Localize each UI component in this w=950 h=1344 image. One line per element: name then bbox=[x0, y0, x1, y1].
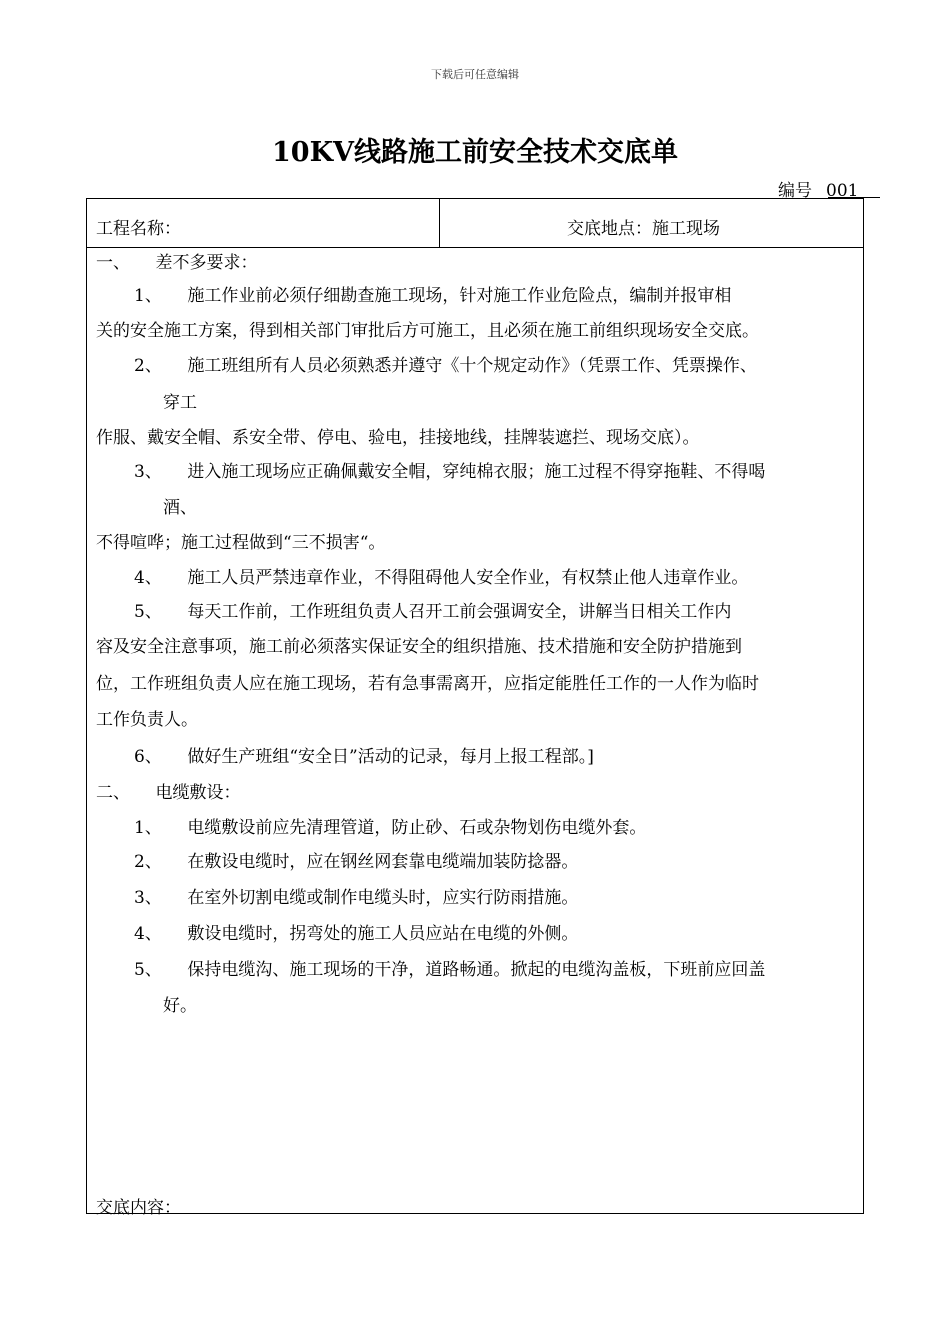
content-line: 4、 敷设电缆时，拐弯处的施工人员应站在电缆的外侧。 bbox=[134, 924, 579, 944]
briefing-table bbox=[86, 198, 864, 1218]
content-line: 6、 做好生产班组“安全日”活动的记录，每月上报工程部。] bbox=[134, 747, 594, 767]
content-line: 位，工作班组负责人应在施工现场，若有急事需离开，应指定能胜任工作的一人作为临时 bbox=[96, 674, 759, 694]
content-line: 好。 bbox=[163, 996, 197, 1016]
content-line: 关的安全施工方案，得到相关部门审批后方可施工，且必须在施工前组织现场安全交底。 bbox=[96, 321, 759, 341]
content-line: 不得喧哗；施工过程做到“三不损害“。 bbox=[96, 533, 386, 553]
content-line: 1、 施工作业前必须仔细勘查施工现场，针对施工作业危险点，编制并报审相 bbox=[134, 286, 732, 306]
content-line: 作服、戴安全帽、系安全带、停电、验电，挂接地线，挂牌装遮拦、现场交底）。 bbox=[96, 428, 700, 448]
briefing-content-label: 交底内容： bbox=[96, 1198, 181, 1218]
section-heading: 一、 差不多要求： bbox=[96, 253, 258, 273]
number-label: 编号 bbox=[778, 181, 812, 201]
content-line: 5、 保持电缆沟、施工现场的干净，道路畅通。掀起的电缆沟盖板，下班前应回盖 bbox=[134, 960, 766, 980]
content-line: 5、 每天工作前，工作班组负责人召开工前会强调安全，讲解当日相关工作内 bbox=[134, 602, 732, 622]
content-line: 3、 在室外切割电缆或制作电缆头时，应实行防雨措施。 bbox=[134, 888, 579, 908]
document-title: 10KV线路施工前安全技术交底单 bbox=[272, 137, 678, 168]
number-value: 001 bbox=[826, 181, 859, 201]
content-line: 1、 电缆敷设前应先清理管道，防止砂、石或杂物划伤电缆外套。 bbox=[134, 818, 647, 838]
project-name-label: 工程名称： bbox=[96, 219, 181, 239]
content-line: 2、 施工班组所有人员必须熟悉并遵守《十个规定动作》（凭票工作、凭票操作、 bbox=[134, 356, 757, 376]
content-line: 容及安全注意事项，施工前必须落实保证安全的组织措施、技术措施和安全防护措施到 bbox=[96, 637, 742, 657]
content-line: 穿工 bbox=[163, 393, 197, 413]
content-line: 酒、 bbox=[163, 498, 197, 518]
content-line: 4、 施工人员严禁违章作业，不得阻碍他人安全作业，有权禁止他人违章作业。 bbox=[134, 568, 749, 588]
content-line: 2、 在敷设电缆时，应在钢丝网套靠电缆端加装防捻器。 bbox=[134, 852, 579, 872]
section-heading: 二、 电缆敷设： bbox=[96, 783, 241, 803]
location-label: 交底地点：施工现场 bbox=[567, 219, 720, 239]
project-name-cell bbox=[87, 199, 440, 247]
content-line: 3、 进入施工现场应正确佩戴安全帽，穿纯棉衣服；施工过程不得穿拖鞋、不得喝 bbox=[134, 462, 766, 482]
header-row bbox=[87, 199, 863, 248]
content-line: 工作负责人。 bbox=[96, 710, 198, 730]
header-note: 下载后可任意编辑 bbox=[431, 68, 519, 81]
